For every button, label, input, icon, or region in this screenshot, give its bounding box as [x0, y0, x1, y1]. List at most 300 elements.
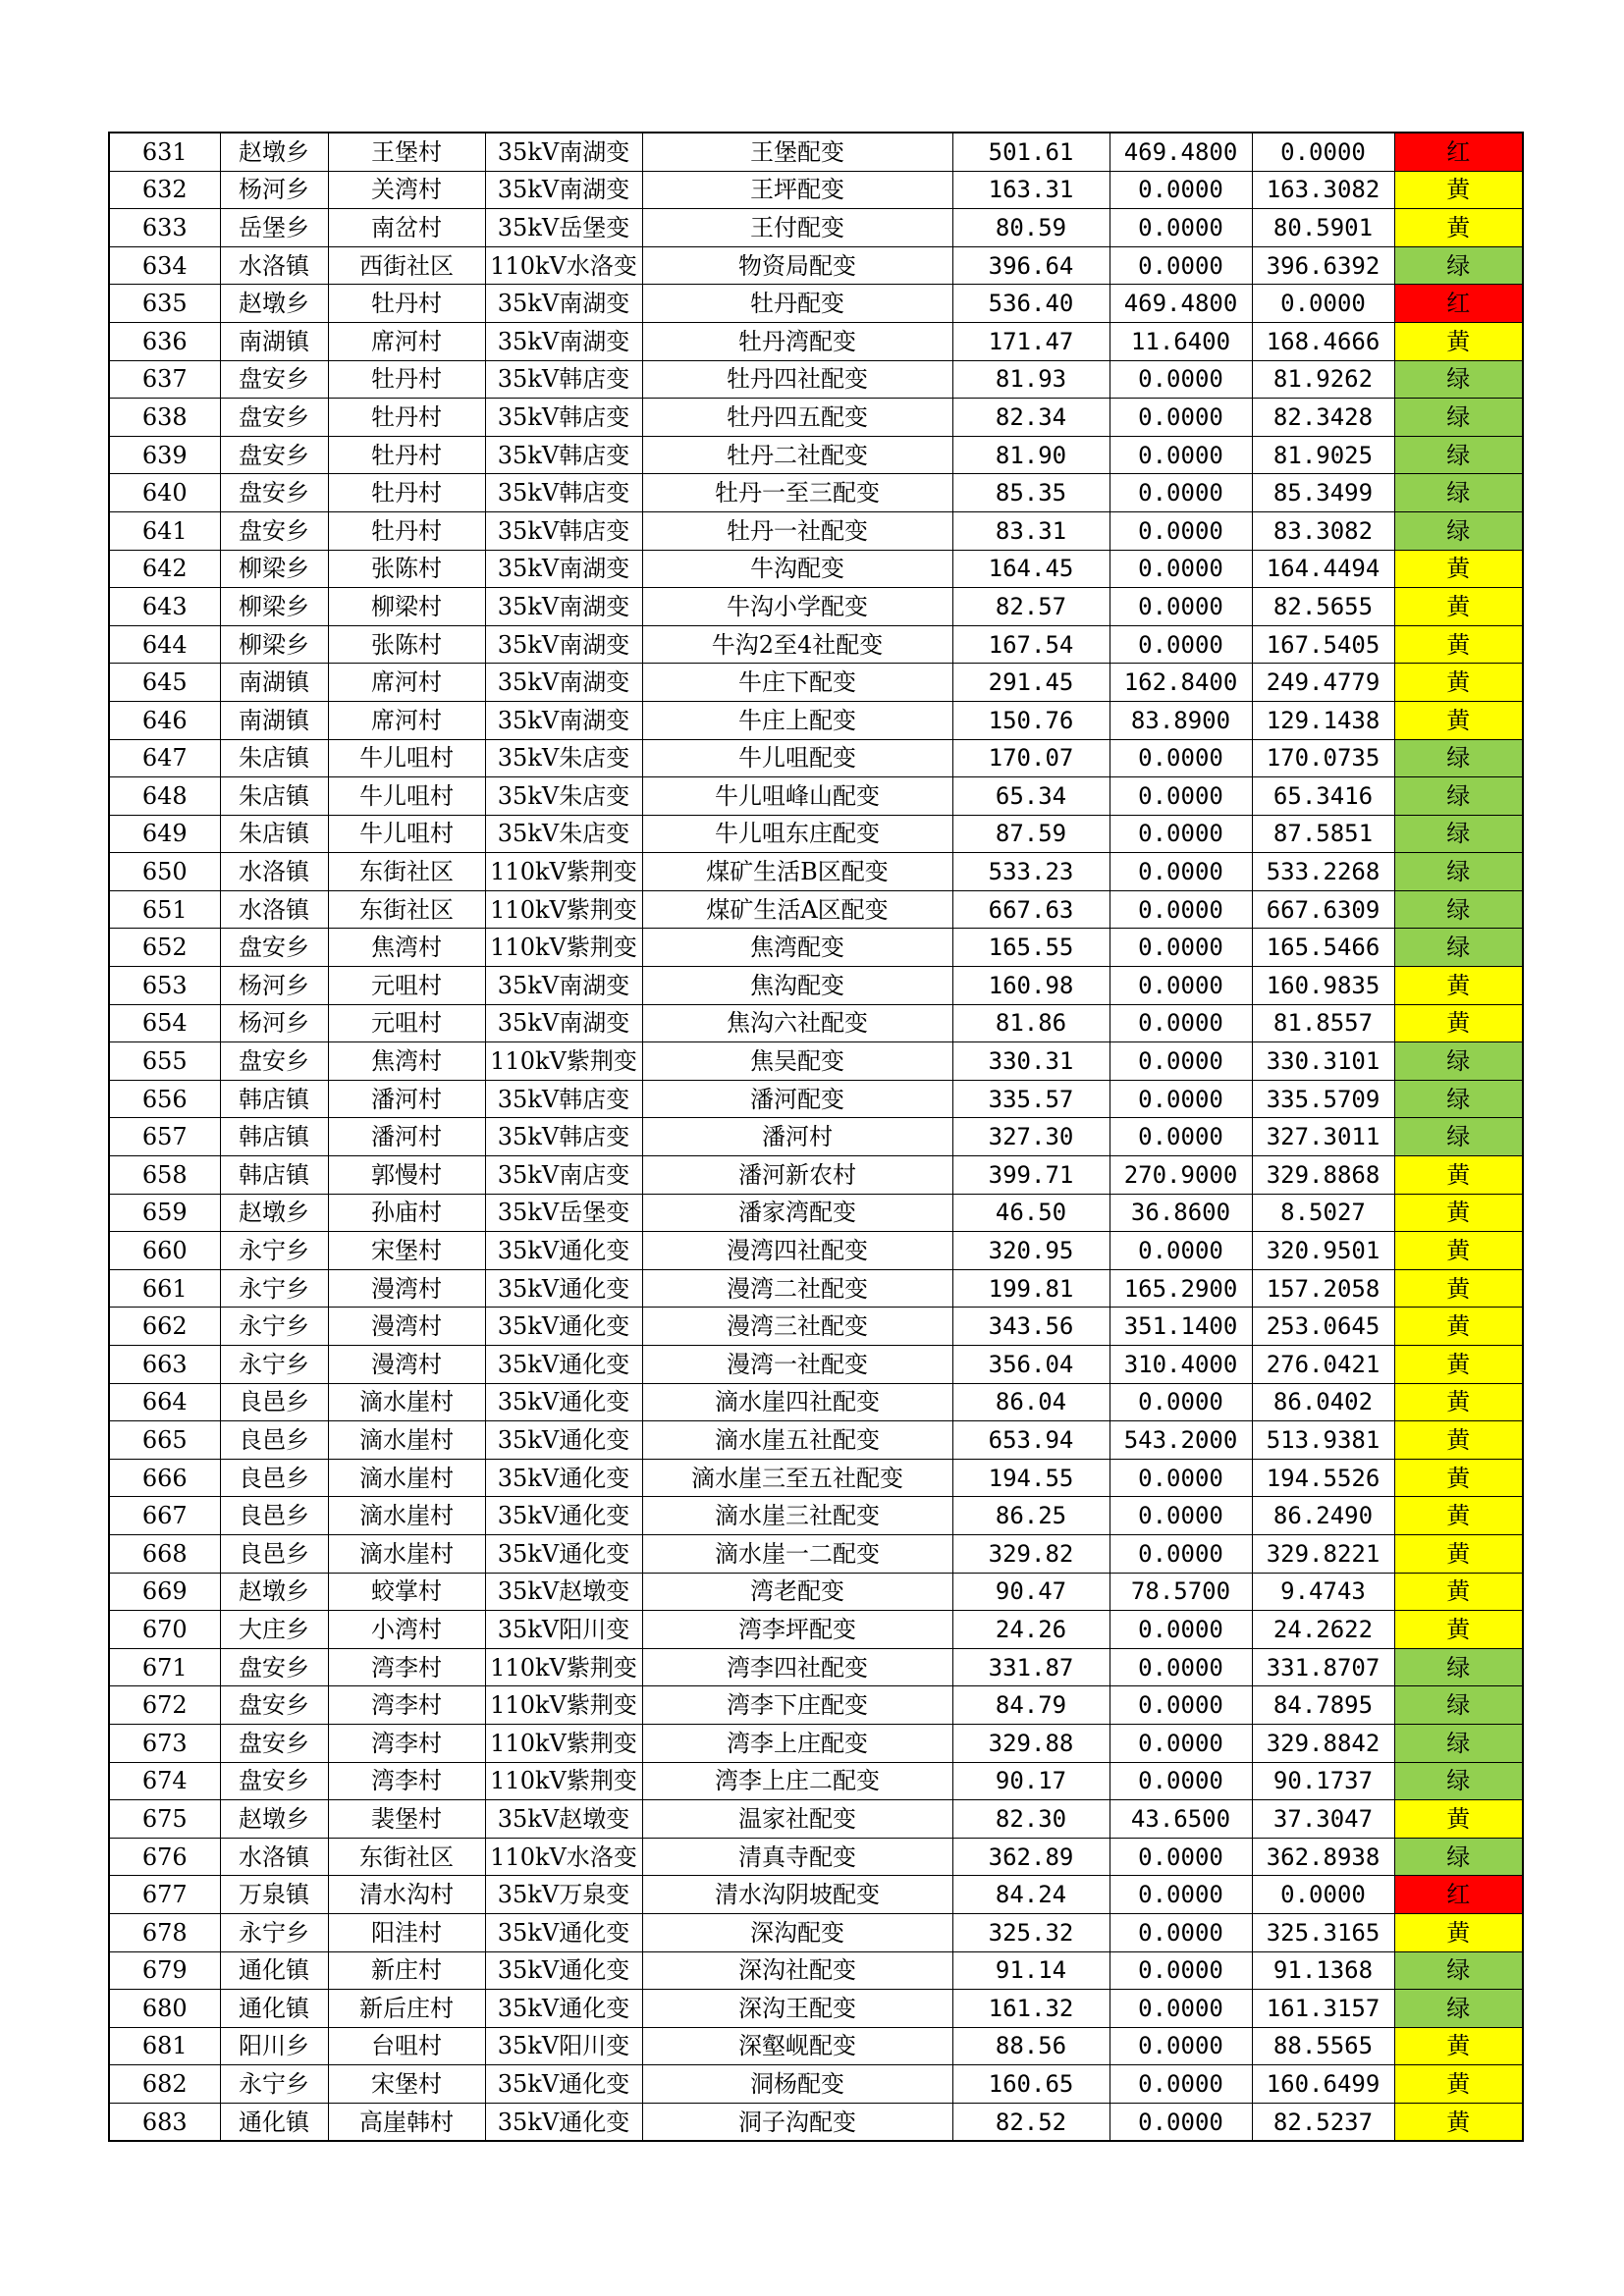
row-index: 658	[109, 1156, 220, 1195]
table-row	[109, 322, 1523, 360]
township: 赵墩乡	[220, 1573, 328, 1611]
row-index: 644	[109, 625, 220, 664]
township: 永宁乡	[220, 1232, 328, 1270]
load-value-a: 0.0000	[1110, 1080, 1252, 1118]
load-value-a: 0.0000	[1110, 474, 1252, 512]
substation: 35kV韩店变	[485, 360, 642, 399]
substation: 35kV南湖变	[485, 967, 642, 1005]
table-row	[109, 1800, 1523, 1839]
load-value-a: 270.9000	[1110, 1156, 1252, 1195]
transformer-name: 牛儿咀东庄配变	[642, 815, 952, 853]
load-value-a: 0.0000	[1110, 1648, 1252, 1686]
load-value-b: 91.1368	[1252, 1951, 1394, 1990]
row-index: 659	[109, 1194, 220, 1232]
load-value-b: 8.5027	[1252, 1194, 1394, 1232]
township: 良邑乡	[220, 1497, 328, 1535]
transformer-name: 漫湾四社配变	[642, 1232, 952, 1270]
capacity-value: 667.63	[952, 890, 1110, 929]
substation: 35kV南湖变	[485, 171, 642, 209]
table-row	[109, 171, 1523, 209]
village: 湾李村	[328, 1724, 485, 1762]
status-indicator: 黄	[1394, 550, 1523, 588]
row-index: 666	[109, 1459, 220, 1497]
status-indicator: 绿	[1394, 1080, 1523, 1118]
transformer-name: 潘河村	[642, 1118, 952, 1156]
substation: 35kV南店变	[485, 1156, 642, 1195]
load-value-a: 310.4000	[1110, 1346, 1252, 1384]
transformer-name: 清水沟阴坡配变	[642, 1876, 952, 1914]
table-row	[109, 1118, 1523, 1156]
substation: 35kV韩店变	[485, 511, 642, 550]
township: 盘安乡	[220, 399, 328, 437]
transformer-name: 牛儿咀峰山配变	[642, 777, 952, 816]
township: 韩店镇	[220, 1118, 328, 1156]
substation: 35kV朱店变	[485, 815, 642, 853]
township: 岳堡乡	[220, 209, 328, 247]
substation: 110kV紫荆变	[485, 853, 642, 891]
transformer-name: 清真寺配变	[642, 1838, 952, 1876]
township: 杨河乡	[220, 1004, 328, 1042]
capacity-value: 501.61	[952, 133, 1110, 171]
table-row	[109, 1990, 1523, 2028]
village: 湾李村	[328, 1762, 485, 1800]
status-indicator: 黄	[1394, 701, 1523, 739]
load-value-b: 168.4666	[1252, 322, 1394, 360]
table-row	[109, 664, 1523, 702]
table-row	[109, 1951, 1523, 1990]
load-value-b: 167.5405	[1252, 625, 1394, 664]
load-value-b: 82.5237	[1252, 2103, 1394, 2141]
status-indicator: 黄	[1394, 1573, 1523, 1611]
substation: 35kV南湖变	[485, 322, 642, 360]
township: 南湖镇	[220, 664, 328, 702]
status-indicator: 黄	[1394, 209, 1523, 247]
substation: 35kV南湖变	[485, 588, 642, 626]
status-indicator: 红	[1394, 285, 1523, 323]
load-value-a: 0.0000	[1110, 246, 1252, 285]
substation: 110kV紫荆变	[485, 890, 642, 929]
table-row	[109, 1156, 1523, 1195]
transformer-name: 牡丹四五配变	[642, 399, 952, 437]
transformer-name: 牛沟配变	[642, 550, 952, 588]
township: 永宁乡	[220, 1913, 328, 1951]
transformer-name: 湾老配变	[642, 1573, 952, 1611]
village: 东街社区	[328, 853, 485, 891]
transformer-name: 洞子沟配变	[642, 2103, 952, 2141]
capacity-value: 150.76	[952, 701, 1110, 739]
table-row	[109, 2065, 1523, 2104]
capacity-value: 330.31	[952, 1042, 1110, 1081]
transformer-name: 湾李上庄二配变	[642, 1762, 952, 1800]
transformer-name: 漫湾二社配变	[642, 1269, 952, 1308]
capacity-value: 163.31	[952, 171, 1110, 209]
capacity-value: 362.89	[952, 1838, 1110, 1876]
capacity-value: 167.54	[952, 625, 1110, 664]
capacity-value: 291.45	[952, 664, 1110, 702]
load-value-a: 351.1400	[1110, 1308, 1252, 1346]
transformer-name: 湾李上庄配变	[642, 1724, 952, 1762]
load-value-a: 0.0000	[1110, 1118, 1252, 1156]
capacity-value: 81.93	[952, 360, 1110, 399]
load-value-b: 9.4743	[1252, 1573, 1394, 1611]
table-row	[109, 1232, 1523, 1270]
capacity-value: 65.34	[952, 777, 1110, 816]
status-indicator: 黄	[1394, 588, 1523, 626]
load-value-a: 36.8600	[1110, 1194, 1252, 1232]
row-index: 674	[109, 1762, 220, 1800]
township: 盘安乡	[220, 360, 328, 399]
table-row	[109, 929, 1523, 967]
row-index: 634	[109, 246, 220, 285]
status-indicator: 绿	[1394, 1042, 1523, 1081]
township: 通化镇	[220, 1951, 328, 1990]
load-value-b: 87.5851	[1252, 815, 1394, 853]
transformer-name: 焦沟配变	[642, 967, 952, 1005]
row-index: 639	[109, 436, 220, 474]
status-indicator: 绿	[1394, 1648, 1523, 1686]
township: 朱店镇	[220, 815, 328, 853]
load-value-b: 82.3428	[1252, 399, 1394, 437]
transformer-name: 牛沟2至4社配变	[642, 625, 952, 664]
substation: 35kV南湖变	[485, 550, 642, 588]
status-indicator: 黄	[1394, 171, 1523, 209]
load-value-b: 320.9501	[1252, 1232, 1394, 1270]
village: 牡丹村	[328, 436, 485, 474]
township: 赵墩乡	[220, 133, 328, 171]
township: 朱店镇	[220, 739, 328, 777]
load-value-b: 161.3157	[1252, 1990, 1394, 2028]
load-value-a: 0.0000	[1110, 171, 1252, 209]
status-indicator: 绿	[1394, 474, 1523, 512]
transformer-name: 焦沟六社配变	[642, 1004, 952, 1042]
capacity-value: 160.98	[952, 967, 1110, 1005]
township: 柳梁乡	[220, 588, 328, 626]
township: 水洛镇	[220, 1838, 328, 1876]
capacity-value: 165.55	[952, 929, 1110, 967]
table-row	[109, 777, 1523, 816]
load-value-a: 0.0000	[1110, 1913, 1252, 1951]
village: 潘河村	[328, 1118, 485, 1156]
load-value-a: 0.0000	[1110, 360, 1252, 399]
capacity-value: 84.24	[952, 1876, 1110, 1914]
status-indicator: 绿	[1394, 1762, 1523, 1800]
table-row	[109, 2103, 1523, 2141]
load-value-b: 329.8842	[1252, 1724, 1394, 1762]
status-indicator: 黄	[1394, 1459, 1523, 1497]
row-index: 661	[109, 1269, 220, 1308]
status-indicator: 黄	[1394, 2027, 1523, 2065]
load-value-a: 0.0000	[1110, 739, 1252, 777]
row-index: 635	[109, 285, 220, 323]
substation: 35kV通化变	[485, 2065, 642, 2104]
village: 焦湾村	[328, 1042, 485, 1081]
substation: 35kV通化变	[485, 1232, 642, 1270]
status-indicator: 黄	[1394, 1308, 1523, 1346]
capacity-value: 536.40	[952, 285, 1110, 323]
status-indicator: 黄	[1394, 1421, 1523, 1460]
substation: 110kV紫荆变	[485, 1648, 642, 1686]
row-index: 645	[109, 664, 220, 702]
village: 滴水崖村	[328, 1421, 485, 1460]
capacity-value: 86.25	[952, 1497, 1110, 1535]
load-value-a: 0.0000	[1110, 399, 1252, 437]
load-value-b: 331.8707	[1252, 1648, 1394, 1686]
row-index: 670	[109, 1611, 220, 1649]
status-indicator: 黄	[1394, 1346, 1523, 1384]
load-value-b: 163.3082	[1252, 171, 1394, 209]
row-index: 676	[109, 1838, 220, 1876]
village: 南岔村	[328, 209, 485, 247]
township: 大庄乡	[220, 1611, 328, 1649]
load-value-b: 157.2058	[1252, 1269, 1394, 1308]
table-row	[109, 1611, 1523, 1649]
township: 盘安乡	[220, 1762, 328, 1800]
status-indicator: 绿	[1394, 399, 1523, 437]
substation: 35kV韩店变	[485, 1080, 642, 1118]
load-value-a: 0.0000	[1110, 436, 1252, 474]
row-index: 637	[109, 360, 220, 399]
township: 水洛镇	[220, 246, 328, 285]
load-value-b: 80.5901	[1252, 209, 1394, 247]
row-index: 665	[109, 1421, 220, 1460]
substation: 35kV韩店变	[485, 474, 642, 512]
status-indicator: 黄	[1394, 1913, 1523, 1951]
status-indicator: 黄	[1394, 1232, 1523, 1270]
row-index: 648	[109, 777, 220, 816]
capacity-value: 199.81	[952, 1269, 1110, 1308]
village: 台咀村	[328, 2027, 485, 2065]
township: 南湖镇	[220, 322, 328, 360]
load-value-b: 84.7895	[1252, 1686, 1394, 1725]
load-value-b: 65.3416	[1252, 777, 1394, 816]
load-value-a: 0.0000	[1110, 1004, 1252, 1042]
load-value-a: 0.0000	[1110, 815, 1252, 853]
transformer-name: 牛沟小学配变	[642, 588, 952, 626]
load-value-a: 0.0000	[1110, 2103, 1252, 2141]
capacity-value: 82.30	[952, 1800, 1110, 1839]
transformer-name: 湾李下庄配变	[642, 1686, 952, 1725]
capacity-value: 90.47	[952, 1573, 1110, 1611]
township: 盘安乡	[220, 436, 328, 474]
township: 阳川乡	[220, 2027, 328, 2065]
substation: 35kV南湖变	[485, 133, 642, 171]
village: 东街社区	[328, 1838, 485, 1876]
row-index: 638	[109, 399, 220, 437]
substation: 35kV韩店变	[485, 436, 642, 474]
substation: 110kV水洛变	[485, 1838, 642, 1876]
table-row	[109, 701, 1523, 739]
status-indicator: 绿	[1394, 1990, 1523, 2028]
capacity-value: 335.57	[952, 1080, 1110, 1118]
status-indicator: 绿	[1394, 777, 1523, 816]
status-indicator: 黄	[1394, 1269, 1523, 1308]
table-row	[109, 511, 1523, 550]
capacity-value: 164.45	[952, 550, 1110, 588]
load-value-b: 667.6309	[1252, 890, 1394, 929]
capacity-value: 343.56	[952, 1308, 1110, 1346]
substation: 110kV紫荆变	[485, 929, 642, 967]
township: 赵墩乡	[220, 1800, 328, 1839]
row-index: 680	[109, 1990, 220, 2028]
township: 韩店镇	[220, 1080, 328, 1118]
row-index: 660	[109, 1232, 220, 1270]
township: 水洛镇	[220, 890, 328, 929]
load-value-b: 86.0402	[1252, 1383, 1394, 1421]
transformer-name: 湾李四社配变	[642, 1648, 952, 1686]
row-index: 656	[109, 1080, 220, 1118]
capacity-value: 82.57	[952, 588, 1110, 626]
capacity-value: 329.82	[952, 1534, 1110, 1573]
status-indicator: 黄	[1394, 2065, 1523, 2104]
row-index: 668	[109, 1534, 220, 1573]
table-row	[109, 436, 1523, 474]
transformer-name: 深沟王配变	[642, 1990, 952, 2028]
substation: 35kV赵墩变	[485, 1573, 642, 1611]
table-row	[109, 1534, 1523, 1573]
table-row	[109, 967, 1523, 1005]
transformer-name: 温家社配变	[642, 1800, 952, 1839]
village: 高崖韩村	[328, 2103, 485, 2141]
transformer-name: 焦吴配变	[642, 1042, 952, 1081]
row-index: 640	[109, 474, 220, 512]
row-index: 663	[109, 1346, 220, 1384]
load-value-b: 24.2622	[1252, 1611, 1394, 1649]
table-row	[109, 360, 1523, 399]
load-value-b: 90.1737	[1252, 1762, 1394, 1800]
load-value-a: 43.6500	[1110, 1800, 1252, 1839]
load-value-a: 0.0000	[1110, 1724, 1252, 1762]
load-value-a: 11.6400	[1110, 322, 1252, 360]
village: 王堡村	[328, 133, 485, 171]
substation: 35kV通化变	[485, 1383, 642, 1421]
village: 牡丹村	[328, 360, 485, 399]
load-value-a: 0.0000	[1110, 777, 1252, 816]
substation: 110kV紫荆变	[485, 1724, 642, 1762]
village: 张陈村	[328, 550, 485, 588]
load-value-a: 165.2900	[1110, 1269, 1252, 1308]
table-row	[109, 625, 1523, 664]
substation: 35kV通化变	[485, 1534, 642, 1573]
substation: 35kV通化变	[485, 1497, 642, 1535]
transformer-name: 牛庄下配变	[642, 664, 952, 702]
table-row	[109, 246, 1523, 285]
row-index: 672	[109, 1686, 220, 1725]
load-value-a: 0.0000	[1110, 890, 1252, 929]
load-value-b: 194.5526	[1252, 1459, 1394, 1497]
table-row	[109, 550, 1523, 588]
load-value-a: 0.0000	[1110, 2065, 1252, 2104]
township: 赵墩乡	[220, 1194, 328, 1232]
village: 新后庄村	[328, 1990, 485, 2028]
table-row	[109, 474, 1523, 512]
village: 滴水崖村	[328, 1459, 485, 1497]
load-value-b: 0.0000	[1252, 1876, 1394, 1914]
village: 漫湾村	[328, 1308, 485, 1346]
row-index: 643	[109, 588, 220, 626]
row-index: 647	[109, 739, 220, 777]
table-row	[109, 285, 1523, 323]
status-indicator: 黄	[1394, 1800, 1523, 1839]
load-value-b: 329.8868	[1252, 1156, 1394, 1195]
load-value-a: 0.0000	[1110, 1497, 1252, 1535]
load-value-a: 0.0000	[1110, 967, 1252, 1005]
row-index: 650	[109, 853, 220, 891]
capacity-value: 327.30	[952, 1118, 1110, 1156]
village: 牡丹村	[328, 474, 485, 512]
load-value-a: 0.0000	[1110, 853, 1252, 891]
transformer-name: 滴水崖五社配变	[642, 1421, 952, 1460]
substation: 35kV通化变	[485, 1459, 642, 1497]
transformer-name: 深壑岘配变	[642, 2027, 952, 2065]
table-row	[109, 1004, 1523, 1042]
substation: 35kV岳堡变	[485, 209, 642, 247]
township: 赵墩乡	[220, 285, 328, 323]
township: 盘安乡	[220, 474, 328, 512]
table-row	[109, 588, 1523, 626]
township: 杨河乡	[220, 967, 328, 1005]
township: 盘安乡	[220, 1648, 328, 1686]
row-index: 664	[109, 1383, 220, 1421]
table-row	[109, 1762, 1523, 1800]
row-index: 683	[109, 2103, 220, 2141]
village: 焦湾村	[328, 929, 485, 967]
substation: 35kV通化变	[485, 1269, 642, 1308]
village: 宋堡村	[328, 1232, 485, 1270]
row-index: 632	[109, 171, 220, 209]
load-value-b: 160.9835	[1252, 967, 1394, 1005]
status-indicator: 绿	[1394, 1724, 1523, 1762]
load-value-a: 78.5700	[1110, 1573, 1252, 1611]
status-indicator: 黄	[1394, 1497, 1523, 1535]
capacity-value: 88.56	[952, 2027, 1110, 2065]
load-value-b: 86.2490	[1252, 1497, 1394, 1535]
load-value-b: 0.0000	[1252, 285, 1394, 323]
village: 阳洼村	[328, 1913, 485, 1951]
township: 永宁乡	[220, 1308, 328, 1346]
transformer-name: 滴水崖四社配变	[642, 1383, 952, 1421]
transformer-name: 牡丹湾配变	[642, 322, 952, 360]
load-value-a: 0.0000	[1110, 1838, 1252, 1876]
substation: 35kV通化变	[485, 1990, 642, 2028]
substation: 35kV朱店变	[485, 739, 642, 777]
village: 小湾村	[328, 1611, 485, 1649]
village: 孙庙村	[328, 1194, 485, 1232]
township: 良邑乡	[220, 1421, 328, 1460]
row-index: 636	[109, 322, 220, 360]
substation: 35kV赵墩变	[485, 1800, 642, 1839]
village: 牛儿咀村	[328, 739, 485, 777]
substation: 110kV紫荆变	[485, 1762, 642, 1800]
village: 湾李村	[328, 1648, 485, 1686]
township: 朱店镇	[220, 777, 328, 816]
capacity-value: 396.64	[952, 246, 1110, 285]
township: 南湖镇	[220, 701, 328, 739]
township: 盘安乡	[220, 1042, 328, 1081]
village: 元咀村	[328, 967, 485, 1005]
row-index: 649	[109, 815, 220, 853]
table-row	[109, 739, 1523, 777]
load-value-b: 81.9025	[1252, 436, 1394, 474]
load-value-b: 170.0735	[1252, 739, 1394, 777]
transformer-name: 漫湾一社配变	[642, 1346, 952, 1384]
table-row	[109, 853, 1523, 891]
transformer-name: 滴水崖一二配变	[642, 1534, 952, 1573]
table-row	[109, 1724, 1523, 1762]
village: 潘河村	[328, 1080, 485, 1118]
capacity-value: 160.65	[952, 2065, 1110, 2104]
township: 盘安乡	[220, 1724, 328, 1762]
load-value-a: 0.0000	[1110, 2027, 1252, 2065]
